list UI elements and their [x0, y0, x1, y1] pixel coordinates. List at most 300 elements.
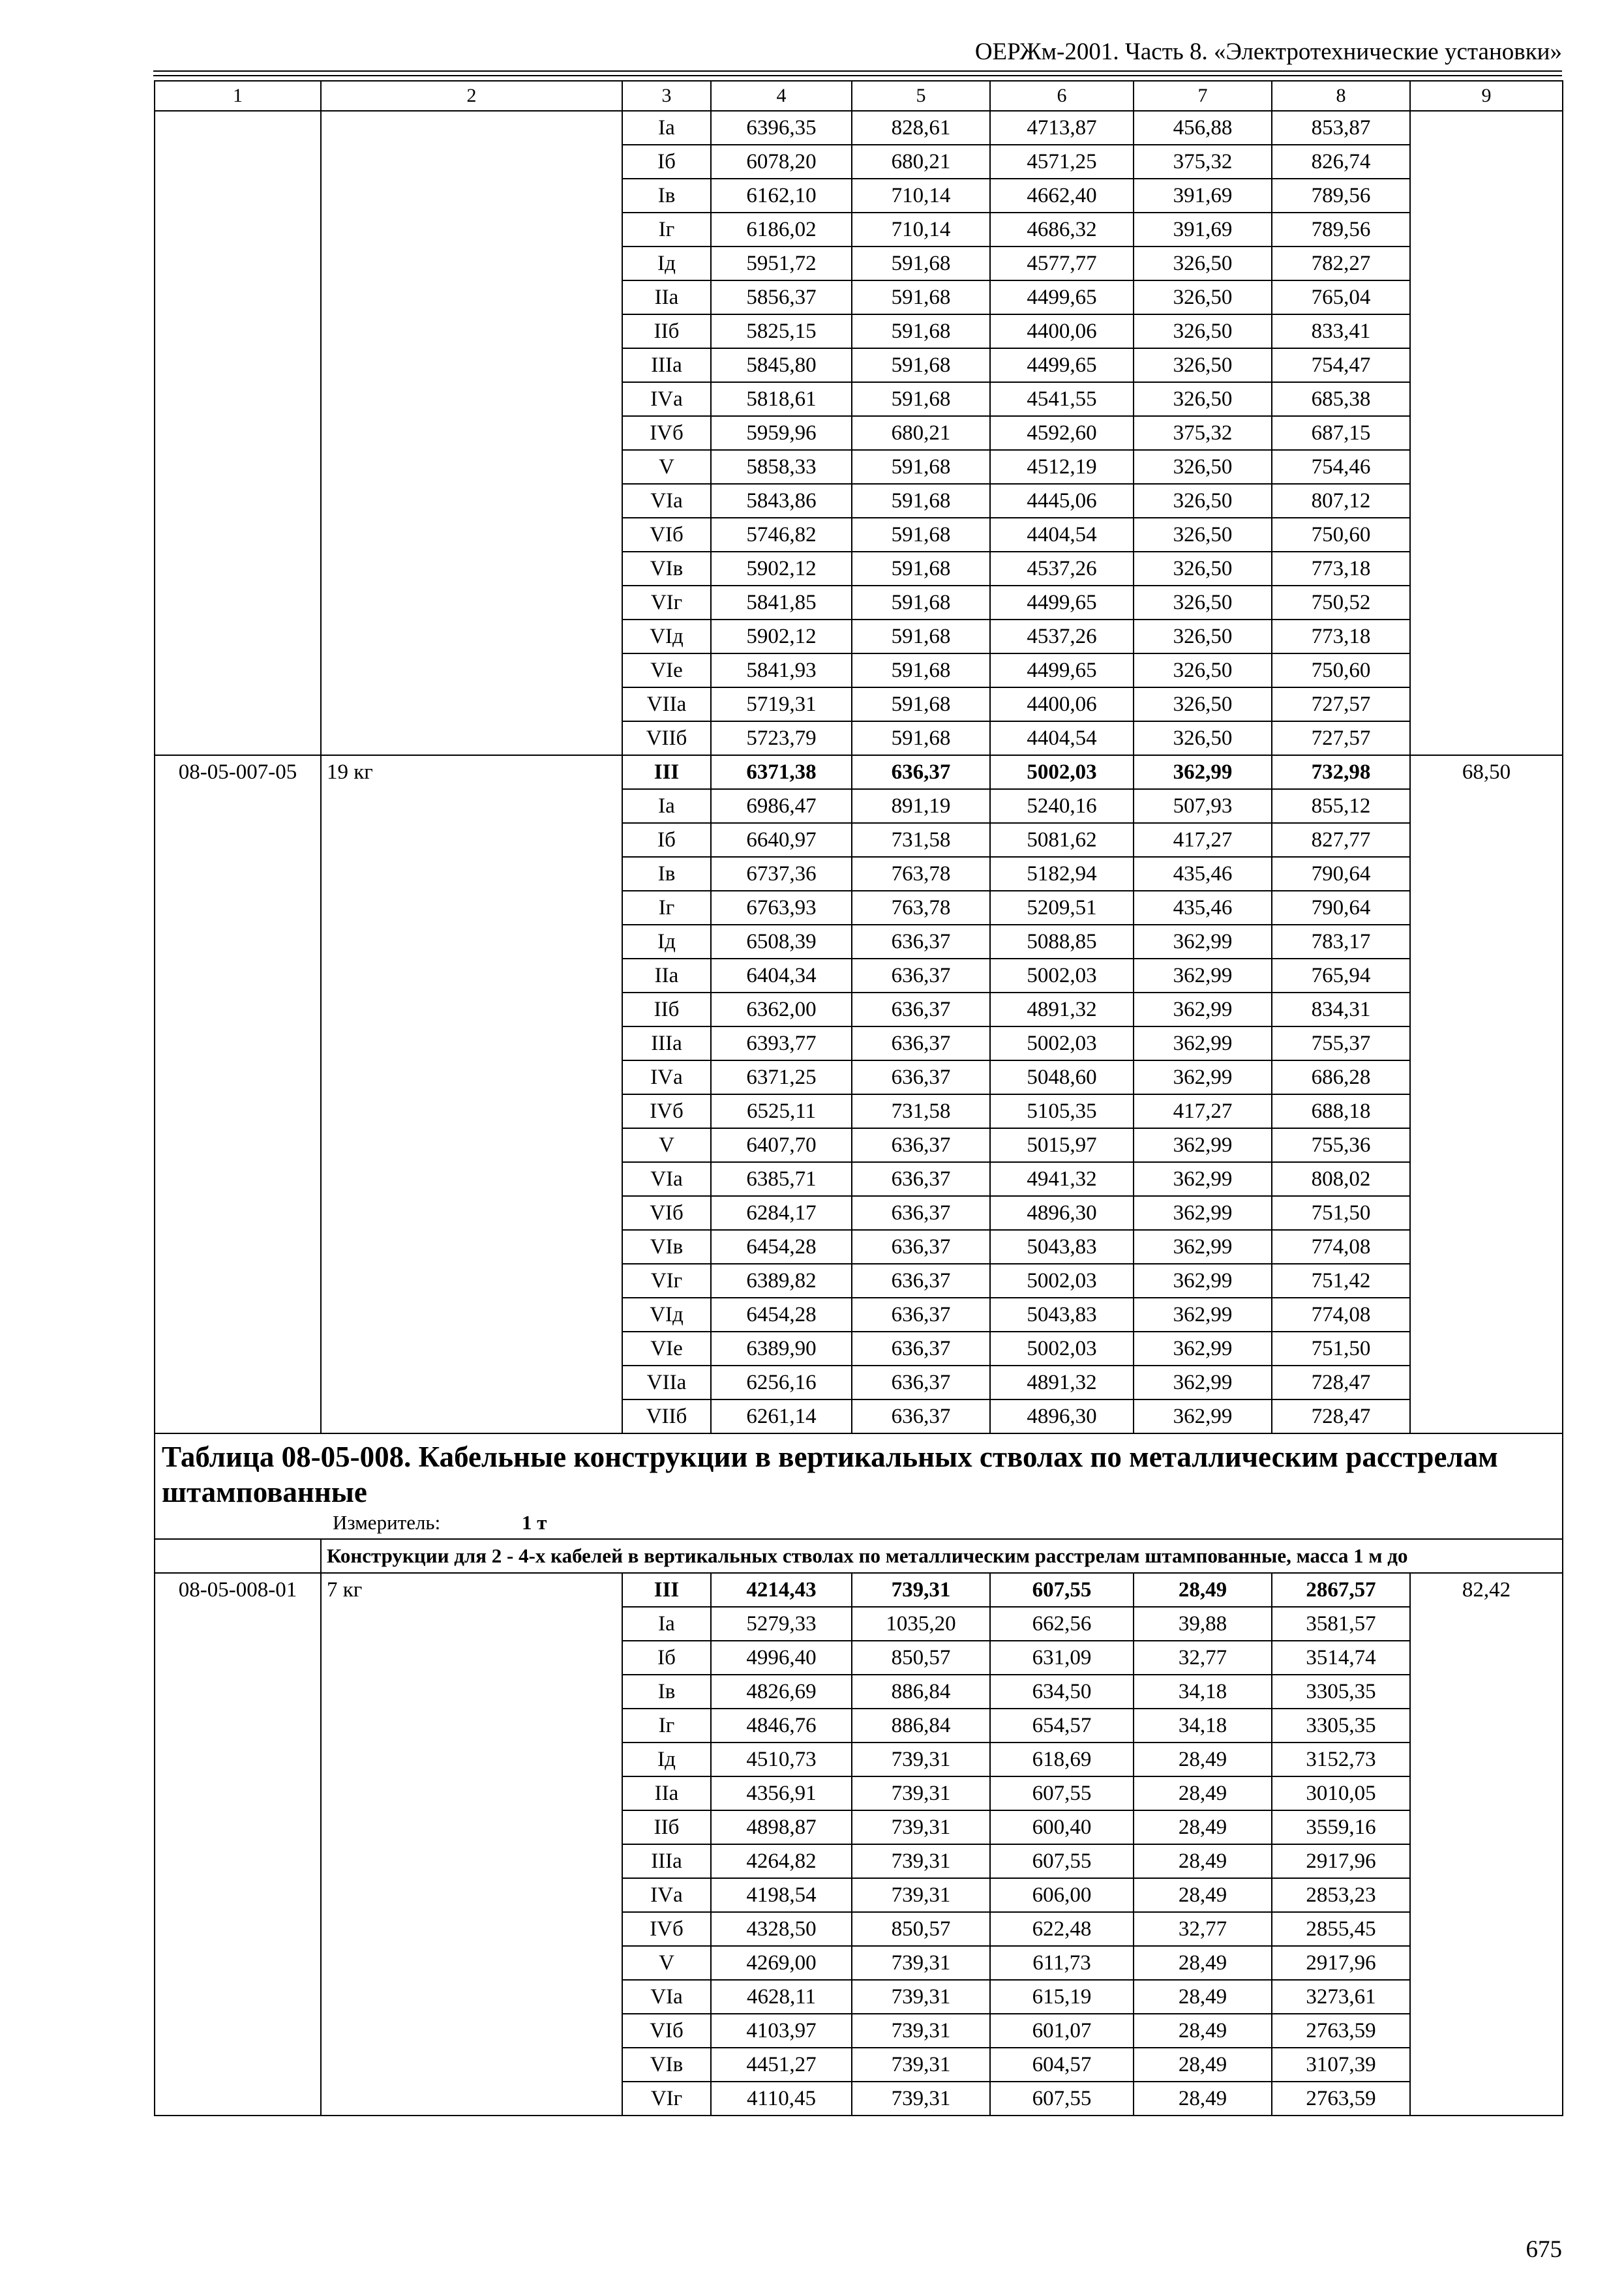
value-cell: 362,99: [1134, 1196, 1272, 1230]
value-cell: 833,41: [1272, 314, 1410, 348]
zone-label: IIIа: [622, 1026, 711, 1060]
value-cell: 739,31: [852, 1980, 990, 2014]
value-cell: 28,49: [1134, 2082, 1272, 2116]
column-9-value: 68,50: [1410, 755, 1563, 1433]
zone-label: IIа: [622, 1776, 711, 1810]
value-cell: 2853,23: [1272, 1878, 1410, 1912]
value-cell: 5182,94: [990, 857, 1134, 891]
value-cell: 685,38: [1272, 382, 1410, 416]
value-cell: 4996,40: [711, 1641, 852, 1675]
value-cell: 28,49: [1134, 1743, 1272, 1776]
value-cell: 326,50: [1134, 653, 1272, 687]
zone-label: Iб: [622, 145, 711, 179]
value-cell: 5043,83: [990, 1230, 1134, 1264]
table-row: [155, 1573, 1563, 1607]
zone-label: IVа: [622, 1060, 711, 1094]
value-cell: 4451,27: [711, 2048, 852, 2082]
value-cell: 1035,20: [852, 1607, 990, 1641]
resource-description: 19 кг: [321, 755, 622, 1433]
value-cell: 4499,65: [990, 348, 1134, 382]
value-cell: 5002,03: [990, 1026, 1134, 1060]
zone-label: IIIа: [622, 1844, 711, 1878]
value-cell: 790,64: [1272, 857, 1410, 891]
value-cell: 6186,02: [711, 213, 852, 247]
value-cell: 755,36: [1272, 1128, 1410, 1162]
value-cell: 28,49: [1134, 1844, 1272, 1878]
value-cell: 435,46: [1134, 891, 1272, 925]
value-cell: 326,50: [1134, 450, 1272, 484]
value-cell: 362,99: [1134, 1366, 1272, 1399]
value-cell: 828,61: [852, 111, 990, 145]
value-cell: 32,77: [1134, 1641, 1272, 1675]
value-cell: 5002,03: [990, 1264, 1134, 1298]
value-cell: 4499,65: [990, 586, 1134, 620]
value-cell: 634,50: [990, 1675, 1134, 1709]
value-cell: 5088,85: [990, 925, 1134, 959]
value-cell: 326,50: [1134, 552, 1272, 586]
value-cell: 4499,65: [990, 653, 1134, 687]
value-cell: 855,12: [1272, 789, 1410, 823]
value-cell: 591,68: [852, 721, 990, 755]
value-cell: 6454,28: [711, 1230, 852, 1264]
value-cell: 5845,80: [711, 348, 852, 382]
value-cell: 591,68: [852, 247, 990, 280]
zone-label: VIб: [622, 2014, 711, 2048]
value-cell: 662,56: [990, 1607, 1134, 1641]
value-cell: 4662,40: [990, 179, 1134, 213]
value-cell: 790,64: [1272, 891, 1410, 925]
zone-label: VIе: [622, 653, 711, 687]
value-cell: 5002,03: [990, 755, 1134, 789]
value-cell: 782,27: [1272, 247, 1410, 280]
value-cell: 601,07: [990, 2014, 1134, 2048]
value-cell: 456,88: [1134, 111, 1272, 145]
value-cell: 686,28: [1272, 1060, 1410, 1094]
value-cell: 774,08: [1272, 1298, 1410, 1332]
value-cell: 6393,77: [711, 1026, 852, 1060]
value-cell: 5951,72: [711, 247, 852, 280]
value-cell: 636,37: [852, 1162, 990, 1196]
resource-code: 08-05-007-05: [155, 755, 321, 1433]
zone-label: IVб: [622, 1094, 711, 1128]
zone-label: IVб: [622, 1912, 711, 1946]
value-cell: 6986,47: [711, 789, 852, 823]
value-cell: 4404,54: [990, 721, 1134, 755]
value-cell: 6404,34: [711, 959, 852, 993]
value-cell: 751,50: [1272, 1332, 1410, 1366]
value-cell: 636,37: [852, 1332, 990, 1366]
value-cell: 3273,61: [1272, 1980, 1410, 2014]
value-cell: 789,56: [1272, 213, 1410, 247]
value-cell: 375,32: [1134, 145, 1272, 179]
zone-label: VIIб: [622, 1399, 711, 1433]
value-cell: 362,99: [1134, 1399, 1272, 1433]
value-cell: 326,50: [1134, 382, 1272, 416]
zone-label: VIд: [622, 1298, 711, 1332]
zone-label: Iг: [622, 1709, 711, 1743]
value-cell: 6737,36: [711, 857, 852, 891]
value-cell: 391,69: [1134, 179, 1272, 213]
column-number: 7: [1134, 81, 1272, 111]
zone-label: Iг: [622, 891, 711, 925]
value-cell: 607,55: [990, 1573, 1134, 1607]
price-table-body: [155, 81, 1563, 2116]
value-cell: 6385,71: [711, 1162, 852, 1196]
value-cell: 5841,85: [711, 586, 852, 620]
value-cell: 362,99: [1134, 925, 1272, 959]
zone-label: VIв: [622, 552, 711, 586]
value-cell: 4537,26: [990, 620, 1134, 653]
zone-label: Iб: [622, 1641, 711, 1675]
value-cell: 755,37: [1272, 1026, 1410, 1060]
value-cell: 751,50: [1272, 1196, 1410, 1230]
zone-label: IIб: [622, 1810, 711, 1844]
value-cell: 3514,74: [1272, 1641, 1410, 1675]
value-cell: 4499,65: [990, 280, 1134, 314]
column-number: 5: [852, 81, 990, 111]
page-number: 675: [1526, 2236, 1562, 2263]
value-cell: 5902,12: [711, 620, 852, 653]
value-cell: 362,99: [1134, 1162, 1272, 1196]
zone-label: VIIа: [622, 1366, 711, 1399]
value-cell: 789,56: [1272, 179, 1410, 213]
value-cell: 4404,54: [990, 518, 1134, 552]
value-cell: 326,50: [1134, 280, 1272, 314]
column-number: 4: [711, 81, 852, 111]
value-cell: 326,50: [1134, 586, 1272, 620]
value-cell: 591,68: [852, 450, 990, 484]
value-cell: 5279,33: [711, 1607, 852, 1641]
value-cell: 4628,11: [711, 1980, 852, 2014]
value-cell: 591,68: [852, 687, 990, 721]
value-cell: 4941,32: [990, 1162, 1134, 1196]
value-cell: 636,37: [852, 1366, 990, 1399]
value-cell: 850,57: [852, 1641, 990, 1675]
zone-label: Iв: [622, 857, 711, 891]
zone-label: Iд: [622, 1743, 711, 1776]
value-cell: 591,68: [852, 653, 990, 687]
column-number: 1: [155, 81, 321, 111]
value-cell: 853,87: [1272, 111, 1410, 145]
value-cell: 417,27: [1134, 1094, 1272, 1128]
value-cell: 6078,20: [711, 145, 852, 179]
measure-line: [162, 1510, 1556, 1536]
value-cell: 765,04: [1272, 280, 1410, 314]
value-cell: 362,99: [1134, 1026, 1272, 1060]
value-cell: 783,17: [1272, 925, 1410, 959]
value-cell: 611,73: [990, 1946, 1134, 1980]
zone-label: Iд: [622, 247, 711, 280]
value-cell: 5209,51: [990, 891, 1134, 925]
value-cell: 326,50: [1134, 314, 1272, 348]
value-cell: 5723,79: [711, 721, 852, 755]
value-cell: 4269,00: [711, 1946, 852, 1980]
value-cell: 4110,45: [711, 2082, 852, 2116]
value-cell: 2855,45: [1272, 1912, 1410, 1946]
zone-label: Iа: [622, 789, 711, 823]
value-cell: 6763,93: [711, 891, 852, 925]
value-cell: 739,31: [852, 1776, 990, 1810]
column-number-row: [155, 81, 1563, 111]
value-cell: 636,37: [852, 925, 990, 959]
header-rule: [153, 75, 1562, 76]
value-cell: 636,37: [852, 1060, 990, 1094]
table-title-cell: [155, 1433, 1563, 1539]
value-cell: 5959,96: [711, 416, 852, 450]
value-cell: 6256,16: [711, 1366, 852, 1399]
value-cell: 4512,19: [990, 450, 1134, 484]
value-cell: 362,99: [1134, 755, 1272, 789]
value-cell: 5843,86: [711, 484, 852, 518]
zone-label: IIа: [622, 280, 711, 314]
value-cell: 688,18: [1272, 1094, 1410, 1128]
value-cell: 3010,05: [1272, 1776, 1410, 1810]
zone-label: Iд: [622, 925, 711, 959]
zone-label: VIг: [622, 1264, 711, 1298]
page-header-title: ОЕРЖм-2001. Часть 8. «Электротехнические установки»: [974, 38, 1562, 65]
value-cell: 28,49: [1134, 1776, 1272, 1810]
value-cell: 5015,97: [990, 1128, 1134, 1162]
value-cell: 5081,62: [990, 823, 1134, 857]
value-cell: 2763,59: [1272, 2082, 1410, 2116]
value-cell: 739,31: [852, 1844, 990, 1878]
zone-label: V: [622, 450, 711, 484]
zone-label: V: [622, 1946, 711, 1980]
value-cell: 6371,25: [711, 1060, 852, 1094]
value-cell: 28,49: [1134, 1573, 1272, 1607]
value-cell: 636,37: [852, 755, 990, 789]
value-cell: 6371,38: [711, 755, 852, 789]
value-cell: 5240,16: [990, 789, 1134, 823]
table-row: [155, 755, 1563, 789]
value-cell: 4214,43: [711, 1573, 852, 1607]
value-cell: 34,18: [1134, 1709, 1272, 1743]
value-cell: 886,84: [852, 1709, 990, 1743]
zone-label: Iв: [622, 1675, 711, 1709]
value-cell: 6396,35: [711, 111, 852, 145]
value-cell: 834,31: [1272, 993, 1410, 1026]
value-cell: 731,58: [852, 1094, 990, 1128]
value-cell: 28,49: [1134, 1980, 1272, 2014]
value-cell: 362,99: [1134, 1230, 1272, 1264]
zone-label: VIб: [622, 518, 711, 552]
value-cell: 3305,35: [1272, 1675, 1410, 1709]
value-cell: 636,37: [852, 1298, 990, 1332]
value-cell: 636,37: [852, 1399, 990, 1433]
zone-label: VIе: [622, 1332, 711, 1366]
value-cell: 3559,16: [1272, 1810, 1410, 1844]
table-subheader: Конструкции для 2 - 4-х кабелей в вертикальных стволах по металлическим расстрелам штампованные, масса 1 м до: [321, 1539, 1563, 1573]
column-number: 9: [1410, 81, 1563, 111]
value-cell: 615,19: [990, 1980, 1134, 2014]
value-cell: 326,50: [1134, 721, 1272, 755]
value-cell: 591,68: [852, 280, 990, 314]
value-cell: 636,37: [852, 1196, 990, 1230]
value-cell: 4445,06: [990, 484, 1134, 518]
price-table: [154, 80, 1563, 2116]
value-cell: 6162,10: [711, 179, 852, 213]
zone-label: IIб: [622, 314, 711, 348]
measure-value: 1 т: [522, 1511, 547, 1534]
value-cell: 5856,37: [711, 280, 852, 314]
value-cell: 4264,82: [711, 1844, 852, 1878]
value-cell: 4896,30: [990, 1399, 1134, 1433]
measure-label: Измеритель:: [333, 1511, 441, 1534]
zone-label: IVа: [622, 382, 711, 416]
value-cell: 728,47: [1272, 1399, 1410, 1433]
value-cell: 751,42: [1272, 1264, 1410, 1298]
value-cell: 28,49: [1134, 1810, 1272, 1844]
value-cell: 631,09: [990, 1641, 1134, 1675]
value-cell: 326,50: [1134, 687, 1272, 721]
table-title-row: [155, 1433, 1563, 1539]
value-cell: 5043,83: [990, 1298, 1134, 1332]
empty-code-cell: [155, 111, 321, 755]
zone-label: VIг: [622, 2082, 711, 2116]
value-cell: 591,68: [852, 382, 990, 416]
zone-label: Iа: [622, 1607, 711, 1641]
value-cell: 3107,39: [1272, 2048, 1410, 2082]
zone-label: III: [622, 755, 711, 789]
value-cell: 807,12: [1272, 484, 1410, 518]
value-cell: 710,14: [852, 213, 990, 247]
value-cell: 362,99: [1134, 1332, 1272, 1366]
value-cell: 739,31: [852, 1878, 990, 1912]
zone-label: VIв: [622, 1230, 711, 1264]
value-cell: 326,50: [1134, 620, 1272, 653]
value-cell: 636,37: [852, 1264, 990, 1298]
value-cell: 6508,39: [711, 925, 852, 959]
zone-label: VIг: [622, 586, 711, 620]
value-cell: 680,21: [852, 145, 990, 179]
value-cell: 826,74: [1272, 145, 1410, 179]
value-cell: 886,84: [852, 1675, 990, 1709]
value-cell: 4846,76: [711, 1709, 852, 1743]
value-cell: 362,99: [1134, 959, 1272, 993]
value-cell: 5825,15: [711, 314, 852, 348]
value-cell: 507,93: [1134, 789, 1272, 823]
value-cell: 773,18: [1272, 552, 1410, 586]
value-cell: 731,58: [852, 823, 990, 857]
value-cell: 6261,14: [711, 1399, 852, 1433]
value-cell: 326,50: [1134, 348, 1272, 382]
resource-description: 7 кг: [321, 1573, 622, 2116]
zone-label: Iг: [622, 213, 711, 247]
subheader-row: [155, 1539, 1563, 1573]
value-cell: 591,68: [852, 348, 990, 382]
column-number: 6: [990, 81, 1134, 111]
column-9-value: [1410, 111, 1563, 755]
value-cell: 728,47: [1272, 1366, 1410, 1399]
value-cell: 732,98: [1272, 755, 1410, 789]
value-cell: 4356,91: [711, 1776, 852, 1810]
zone-label: IVб: [622, 416, 711, 450]
value-cell: 618,69: [990, 1743, 1134, 1776]
value-cell: 6407,70: [711, 1128, 852, 1162]
value-cell: 739,31: [852, 2014, 990, 2048]
value-cell: 739,31: [852, 1946, 990, 1980]
value-cell: 39,88: [1134, 1607, 1272, 1641]
zone-label: IIб: [622, 993, 711, 1026]
value-cell: 636,37: [852, 993, 990, 1026]
value-cell: 4891,32: [990, 993, 1134, 1026]
zone-label: III: [622, 1573, 711, 1607]
value-cell: 5841,93: [711, 653, 852, 687]
value-cell: 4400,06: [990, 314, 1134, 348]
value-cell: 739,31: [852, 1573, 990, 1607]
header-rule: [153, 70, 1562, 72]
value-cell: 6525,11: [711, 1094, 852, 1128]
value-cell: 3581,57: [1272, 1607, 1410, 1641]
zone-label: VIа: [622, 1162, 711, 1196]
zone-label: VIб: [622, 1196, 711, 1230]
value-cell: 636,37: [852, 1128, 990, 1162]
value-cell: 3152,73: [1272, 1743, 1410, 1776]
value-cell: 607,55: [990, 1776, 1134, 1810]
zone-label: VIа: [622, 1980, 711, 2014]
value-cell: 2917,96: [1272, 1946, 1410, 1980]
value-cell: 622,48: [990, 1912, 1134, 1946]
value-cell: 5818,61: [711, 382, 852, 416]
value-cell: 6640,97: [711, 823, 852, 857]
value-cell: 654,57: [990, 1709, 1134, 1743]
value-cell: 4592,60: [990, 416, 1134, 450]
value-cell: 391,69: [1134, 213, 1272, 247]
zone-label: V: [622, 1128, 711, 1162]
value-cell: 326,50: [1134, 247, 1272, 280]
value-cell: 362,99: [1134, 1128, 1272, 1162]
value-cell: 4103,97: [711, 2014, 852, 2048]
value-cell: 6454,28: [711, 1298, 852, 1332]
value-cell: 4896,30: [990, 1196, 1134, 1230]
value-cell: 600,40: [990, 1810, 1134, 1844]
value-cell: 765,94: [1272, 959, 1410, 993]
value-cell: 739,31: [852, 1743, 990, 1776]
value-cell: 591,68: [852, 552, 990, 586]
value-cell: 606,00: [990, 1878, 1134, 1912]
value-cell: 591,68: [852, 518, 990, 552]
value-cell: 739,31: [852, 1810, 990, 1844]
value-cell: 636,37: [852, 959, 990, 993]
zone-label: VIIб: [622, 721, 711, 755]
value-cell: 362,99: [1134, 993, 1272, 1026]
value-cell: 850,57: [852, 1912, 990, 1946]
value-cell: 4571,25: [990, 145, 1134, 179]
value-cell: 375,32: [1134, 416, 1272, 450]
value-cell: 4537,26: [990, 552, 1134, 586]
value-cell: 727,57: [1272, 721, 1410, 755]
value-cell: 5048,60: [990, 1060, 1134, 1094]
value-cell: 417,27: [1134, 823, 1272, 857]
value-cell: 773,18: [1272, 620, 1410, 653]
value-cell: 28,49: [1134, 1878, 1272, 1912]
column-number: 3: [622, 81, 711, 111]
value-cell: 5002,03: [990, 959, 1134, 993]
value-cell: 28,49: [1134, 1946, 1272, 1980]
value-cell: 28,49: [1134, 2048, 1272, 2082]
value-cell: 326,50: [1134, 518, 1272, 552]
empty-code-cell: [155, 1539, 321, 1573]
value-cell: 4400,06: [990, 687, 1134, 721]
value-cell: 32,77: [1134, 1912, 1272, 1946]
value-cell: 739,31: [852, 2082, 990, 2116]
value-cell: 5746,82: [711, 518, 852, 552]
zone-label: IIа: [622, 959, 711, 993]
value-cell: 4891,32: [990, 1366, 1134, 1399]
column-9-value: 82,42: [1410, 1573, 1563, 2116]
value-cell: 750,52: [1272, 586, 1410, 620]
value-cell: 2917,96: [1272, 1844, 1410, 1878]
